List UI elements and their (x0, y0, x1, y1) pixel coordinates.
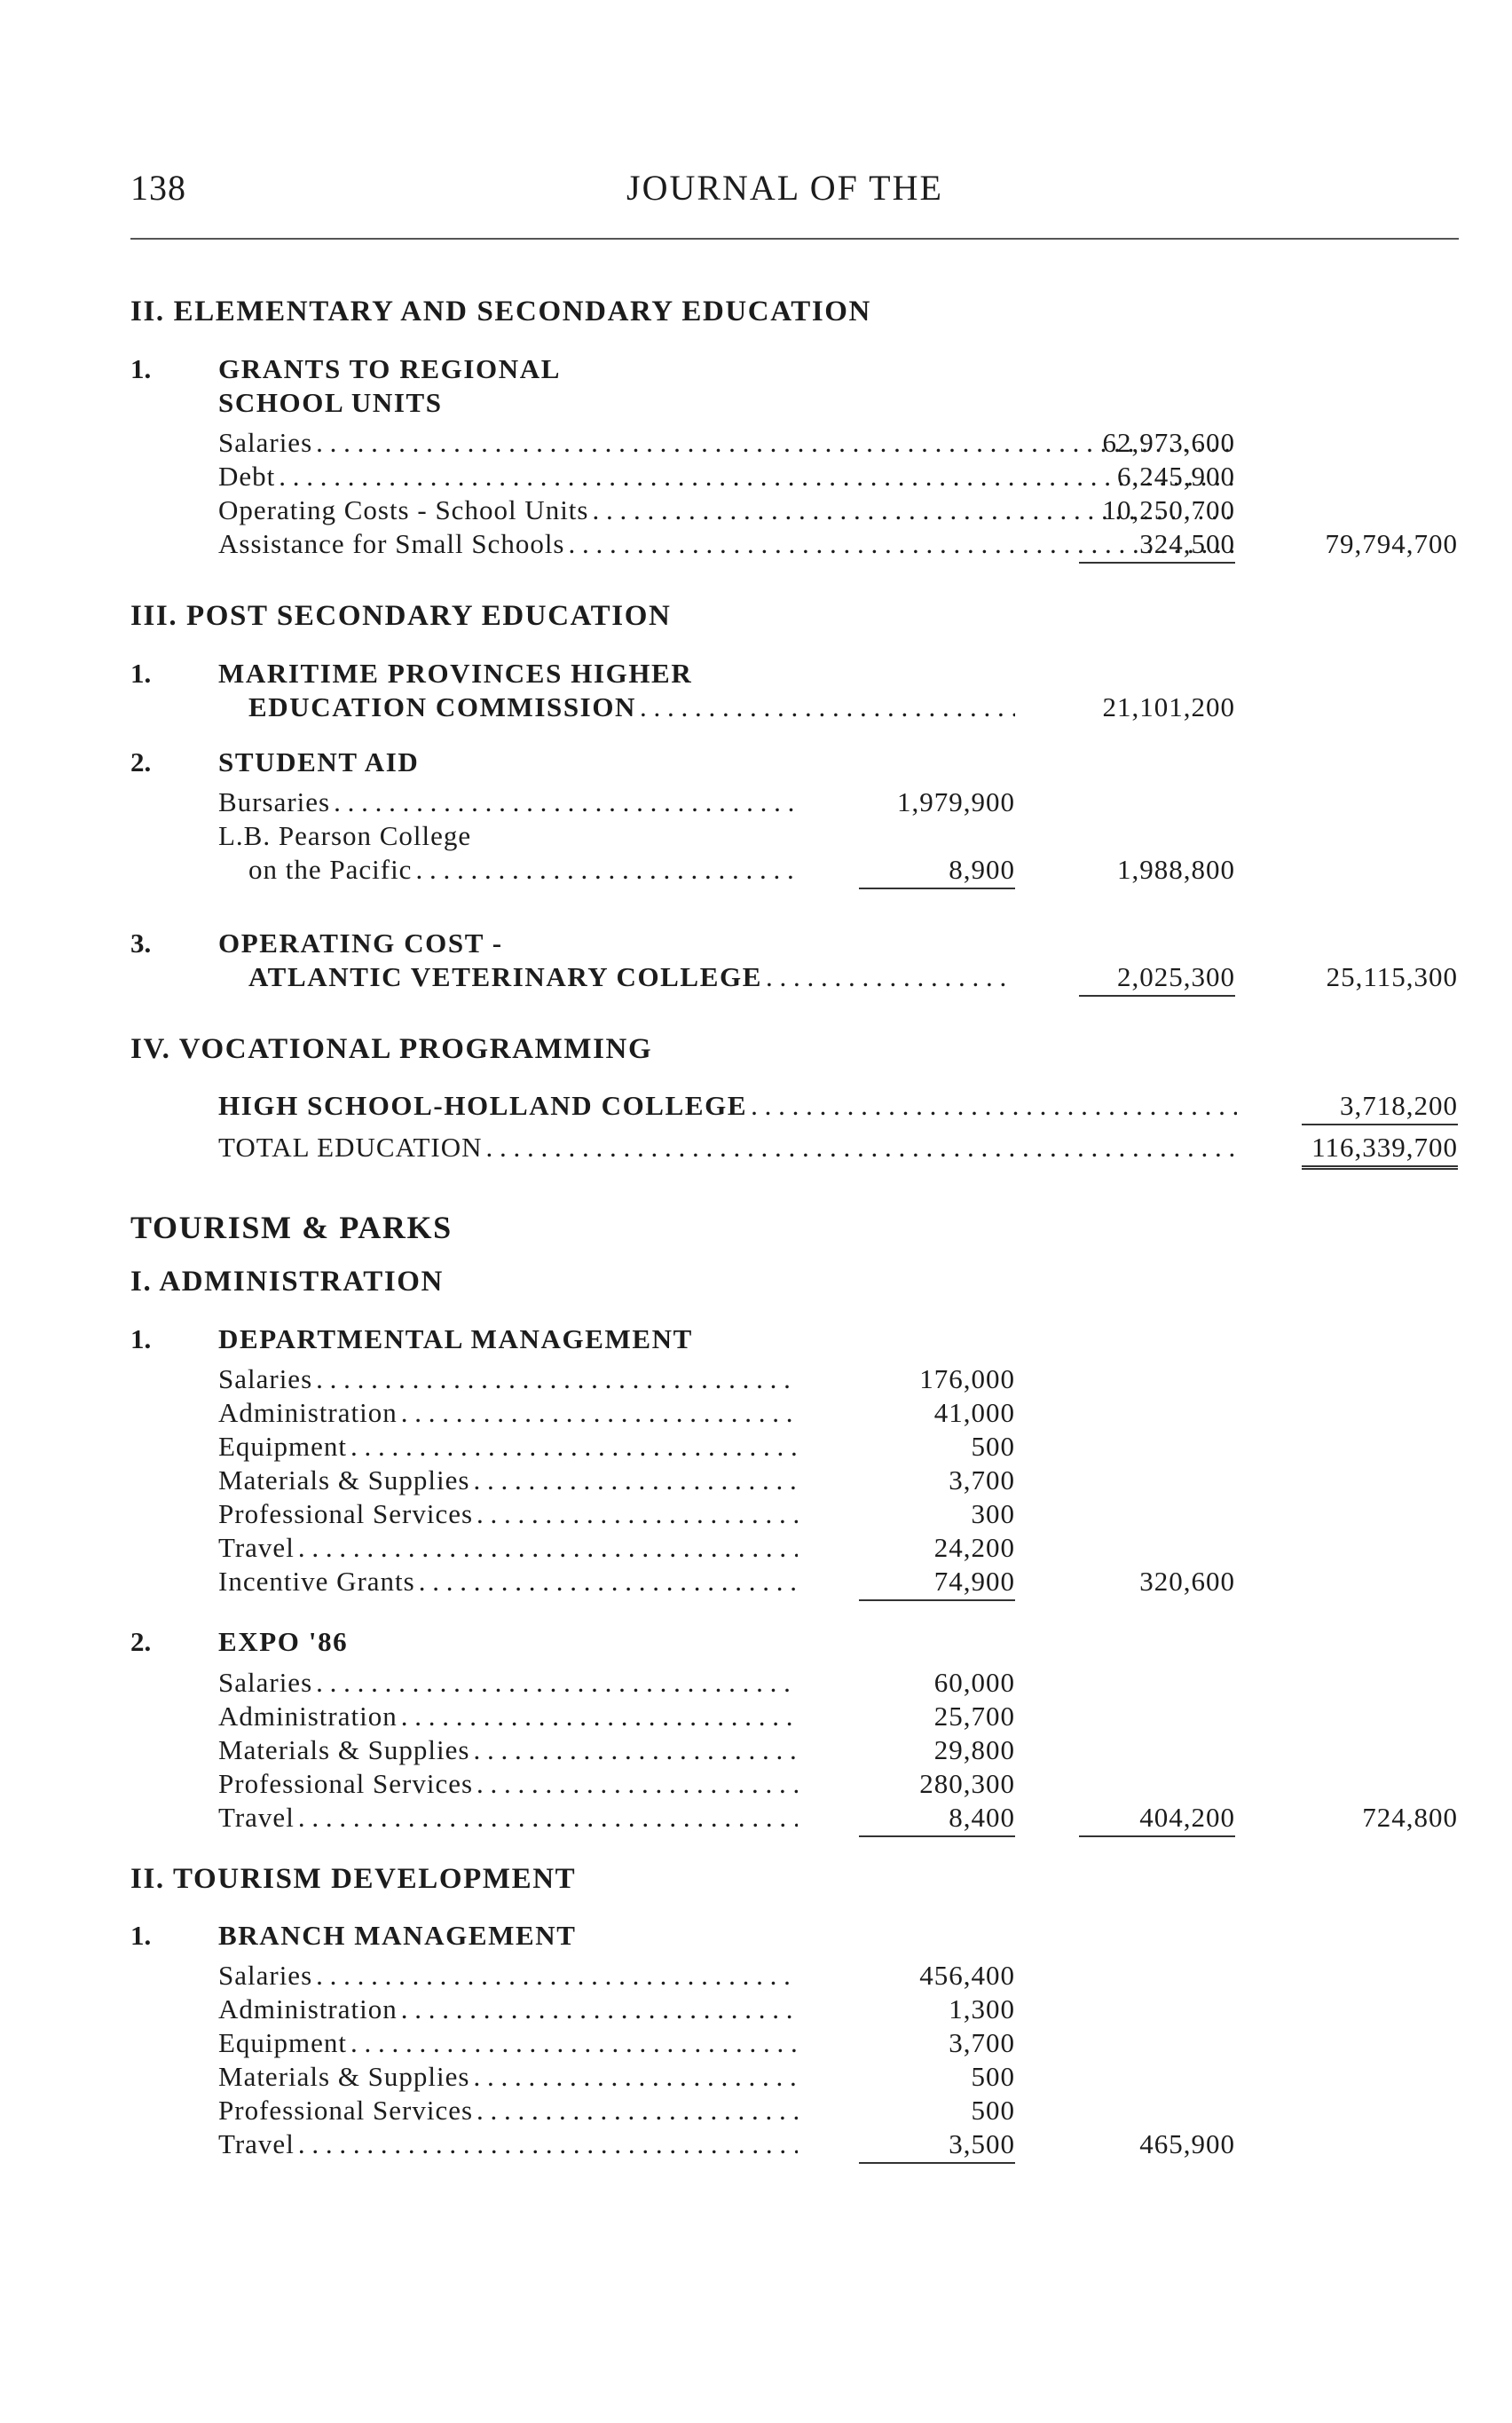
budget-line (218, 2027, 798, 2061)
line-label: Operating Costs - School Units (218, 494, 589, 525)
section-heading-post-secondary: III. POST SECONDARY EDUCATION (130, 600, 672, 632)
subtotal: 465,900 (1139, 2128, 1235, 2159)
line-label: ATLANTIC VETERINARY COLLEGE (248, 961, 762, 992)
line-amount: 3,700 (949, 1464, 1015, 1496)
line-amount: 3,718,200 (1302, 1090, 1458, 1125)
budget-line (218, 1566, 798, 1599)
budget-line (218, 820, 471, 854)
dot-leader (398, 1397, 798, 1429)
budget-line (218, 2061, 798, 2095)
dot-leader (747, 1090, 1237, 1122)
line-label: Administration (218, 1397, 398, 1428)
dot-leader (469, 2061, 798, 2093)
line-label: Materials & Supplies (218, 1464, 470, 1496)
line-label: Materials & Supplies (218, 2061, 470, 2092)
line-label: HIGH SCHOOL-HOLLAND COLLEGE (218, 1090, 748, 1121)
dot-leader (636, 691, 1015, 723)
budget-line (218, 2128, 798, 2162)
dot-leader (275, 461, 1237, 493)
section-total: 79,794,700 (1325, 528, 1458, 559)
section-heading-tourism-development: II. TOURISM DEVELOPMENT (130, 1863, 577, 1895)
budget-line (218, 1667, 798, 1701)
line-label: Debt (218, 461, 276, 492)
subsection-title: STUDENT AID (218, 746, 420, 777)
line-amount: 8,400 (859, 1802, 1015, 1837)
line-label: Administration (218, 1993, 398, 2024)
line-label: Salaries (218, 1667, 313, 1698)
line-amount: 324,500 (1079, 528, 1235, 564)
line-amount: 3,700 (949, 2027, 1015, 2058)
section-total: 724,800 (1362, 1802, 1458, 1833)
budget-line (218, 1701, 798, 1734)
dot-leader (473, 1768, 798, 1800)
subtotal: 1,988,800 (1117, 854, 1235, 885)
line-amount: 74,900 (859, 1566, 1015, 1601)
section-heading-elementary: II. ELEMENTARY AND SECONDARY EDUCATION (130, 296, 871, 328)
line-label: Administration (218, 1701, 398, 1732)
line-amount: 29,800 (933, 1734, 1015, 1765)
budget-line (218, 1768, 798, 1802)
line-label: Bursaries (218, 786, 331, 817)
budget-line (218, 2095, 798, 2128)
item-number: 2. (130, 746, 152, 777)
dot-leader (312, 427, 1237, 459)
line-amount: 280,300 (919, 1768, 1015, 1799)
budget-line (218, 1431, 798, 1464)
budget-line (248, 691, 1015, 725)
line-label: Travel (218, 1532, 295, 1563)
dot-leader (295, 1532, 798, 1564)
dot-leader (330, 786, 798, 818)
budget-line (218, 1802, 798, 1835)
budget-line (218, 1734, 798, 1768)
section-total: 25,115,300 (1326, 961, 1458, 992)
line-amount: 60,000 (933, 1667, 1015, 1698)
dot-leader (412, 854, 798, 886)
line-label: Assistance for Small Schools (218, 528, 565, 559)
dot-leader (347, 2027, 798, 2059)
line-label: Professional Services (218, 1498, 474, 1529)
line-label: Salaries (218, 427, 313, 458)
line-amount: 500 (971, 2061, 1015, 2092)
line-amount: 500 (971, 2095, 1015, 2126)
dot-leader (469, 1464, 798, 1496)
budget-line (218, 494, 1237, 528)
item-number: 2. (130, 1626, 152, 1657)
item-number: 1. (130, 1323, 152, 1354)
subsection-title: BRANCH MANAGEMENT (218, 1920, 577, 1951)
subsection-title: OPERATING COST - (218, 927, 503, 959)
line-amount: 25,700 (933, 1701, 1015, 1732)
dot-leader (312, 1667, 798, 1699)
line-label: Salaries (218, 1960, 313, 1991)
subsection-title: SCHOOL UNITS (218, 387, 443, 418)
line-amount: 3,500 (859, 2128, 1015, 2164)
line-label: Travel (218, 2128, 295, 2159)
subsection-title: MARITIME PROVINCES HIGHER (218, 658, 693, 689)
total-line (218, 1132, 1237, 1165)
subsection-title: EXPO '86 (218, 1626, 349, 1657)
line-amount: 1,300 (949, 1993, 1015, 2024)
line-label: Professional Services (218, 2095, 474, 2126)
line-amount: 1,979,900 (897, 786, 1015, 817)
line-label: Salaries (218, 1363, 313, 1394)
dot-leader (473, 1498, 798, 1530)
dot-leader (469, 1734, 798, 1766)
budget-line (218, 1397, 798, 1431)
line-amount: 2,025,300 (1079, 961, 1235, 997)
line-label: Incentive Grants (218, 1566, 415, 1597)
dot-leader (312, 1960, 798, 1992)
line-label: on the Pacific (248, 854, 413, 885)
subsection-title: GRANTS TO REGIONAL (218, 353, 561, 384)
budget-line (218, 1993, 798, 2027)
budget-line (218, 786, 798, 820)
line-amount: 62,973,600 (1102, 427, 1235, 458)
line-amount: 176,000 (919, 1363, 1015, 1394)
line-label: Equipment (218, 2027, 348, 2058)
line-amount: 6,245,900 (1117, 461, 1235, 492)
budget-line (218, 1464, 798, 1498)
line-label: Professional Services (218, 1768, 474, 1799)
item-number: 3. (130, 927, 152, 959)
subsection-title: DEPARTMENTAL MANAGEMENT (218, 1323, 693, 1354)
line-amount: 24,200 (933, 1532, 1015, 1563)
budget-line (218, 1090, 1237, 1124)
section-heading-administration: I. ADMINISTRATION (130, 1266, 444, 1298)
department-heading: TOURISM & PARKS (130, 1210, 453, 1245)
dot-leader (347, 1431, 798, 1463)
subtotal: 320,600 (1139, 1566, 1235, 1597)
dot-leader (295, 2128, 798, 2160)
budget-line (218, 1498, 798, 1532)
page-number: 138 (130, 168, 186, 208)
line-amount: 8,900 (859, 854, 1015, 889)
line-label: Equipment (218, 1431, 348, 1462)
item-number: 1. (130, 1920, 152, 1951)
dot-leader (415, 1566, 798, 1598)
section-heading-vocational: IV. VOCATIONAL PROGRAMMING (130, 1033, 653, 1065)
line-amount: 10,250,700 (1102, 494, 1235, 525)
line-label: L.B. Pearson College (218, 820, 472, 851)
dot-leader (762, 961, 1015, 993)
line-amount: 456,400 (919, 1960, 1015, 1991)
dot-leader (295, 1802, 798, 1834)
grand-total: 116,339,700 (1302, 1132, 1458, 1170)
line-label: Materials & Supplies (218, 1734, 470, 1765)
budget-line (248, 961, 1015, 995)
dot-leader (312, 1363, 798, 1395)
item-number: 1. (130, 353, 152, 384)
budget-line (218, 1363, 798, 1397)
line-label: TOTAL EDUCATION (218, 1132, 483, 1163)
dot-leader (483, 1132, 1237, 1164)
header-rule (130, 238, 1459, 240)
line-amount: 300 (971, 1498, 1015, 1529)
item-number: 1. (130, 658, 152, 689)
line-amount: 21,101,200 (1102, 691, 1235, 722)
line-label: Travel (218, 1802, 295, 1833)
dot-leader (398, 1701, 798, 1732)
line-amount: 41,000 (933, 1397, 1015, 1428)
budget-line (218, 427, 1237, 461)
journal-title: JOURNAL OF THE (626, 168, 943, 208)
budget-line (248, 854, 798, 888)
line-amount: 500 (971, 1431, 1015, 1462)
dot-leader (398, 1993, 798, 2025)
budget-line (218, 1960, 798, 1993)
subtotal: 404,200 (1079, 1802, 1235, 1837)
budget-line (218, 461, 1237, 494)
budget-line (218, 1532, 798, 1566)
line-label: EDUCATION COMMISSION (248, 691, 637, 722)
dot-leader (473, 2095, 798, 2127)
